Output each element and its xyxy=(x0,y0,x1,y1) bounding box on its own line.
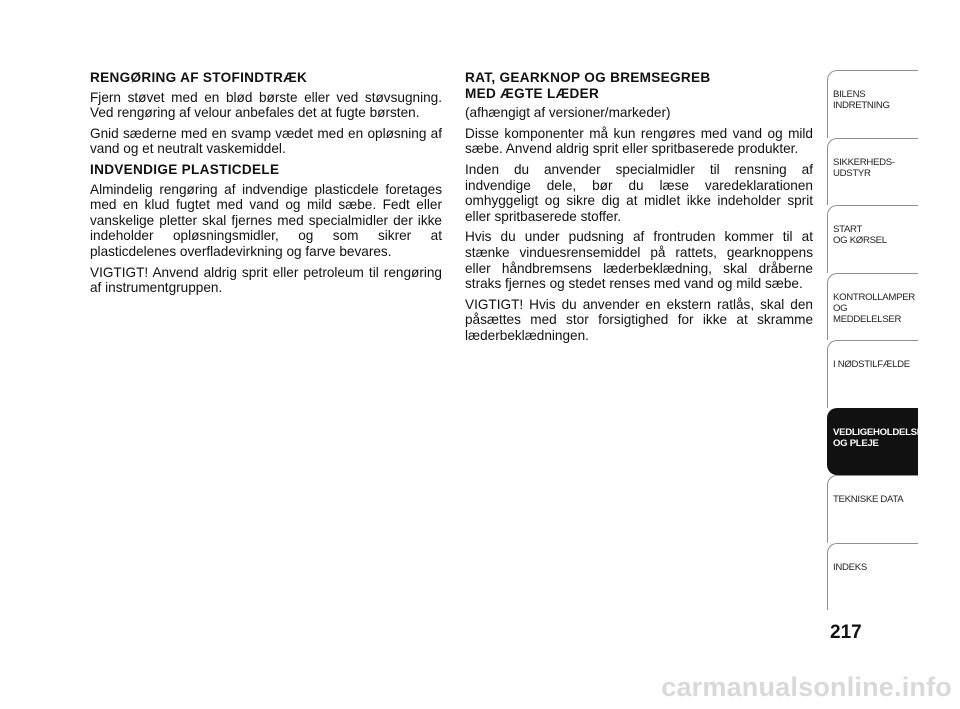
heading-line-1: RAT, GEARKNOP OG BREMSEGREB xyxy=(465,70,711,85)
paragraph: Inden du anvender specialmidler til rensning af indvendige dele, bør du læse varedeklarationen omhyggeligt og sikre dig at midlet ikke indeholder sprit eller spritbaserede stoffer. xyxy=(465,161,813,224)
tab-indeks[interactable]: INDEKS xyxy=(827,543,918,611)
watermark: carmanualsonline.info xyxy=(661,672,952,702)
paragraph: Fjern støvet med en blød børste eller ved støvsugning. Ved rengøring af velour anbefales det at fugte børsten. xyxy=(90,89,442,121)
right-column xyxy=(465,70,813,349)
version-note: (afhængigt af versioner/markeder) xyxy=(465,105,671,121)
paragraph: Hvis du under pudsning af frontruden kommer til at stænke vinduesrensemiddel på rattets, gearknoppens eller håndbremsens læderbeklædning, skal dråberne straks fjernes og stedet renses med vand og mild sæbe. xyxy=(465,229,813,292)
tab-tekniske-data[interactable]: TEKNISKE DATA xyxy=(827,475,918,543)
paragraph: Gnid sæderne med en svamp vædet med en opløsning af vand og et neutralt vaskemiddel. xyxy=(90,125,442,157)
tab-kontrollamper[interactable]: KONTROLLAMPER OG MEDDELELSER xyxy=(827,273,918,341)
chapter-index-tabs xyxy=(827,70,923,610)
heading-line-2: MED ÆGTE LÆDER xyxy=(465,85,600,101)
tab-sikkerhedsudstyr[interactable]: SIKKERHEDS- UDSTYR xyxy=(827,138,918,206)
left-column xyxy=(90,70,442,301)
paragraph: Almindelig rengøring af indvendige plasticdele foretages med en klud fugtet med vand og mild sæbe. Fedt eller vanskelige pletter skal fjernes med specialmidler der ikke indeholder opløsningsmidler, og som sikrer at plasticdelenes overfladevirkning og farve bevares. xyxy=(90,181,442,259)
tab-bilens-indretning[interactable]: BILENS INDRETNING xyxy=(827,70,918,138)
paragraph: Disse komponenter må kun rengøres med vand og mild sæbe. Anvend aldrig sprit eller spritbaserede produkter. xyxy=(465,125,813,157)
tab-vedligeholdelse-active[interactable]: VEDLIGEHOLDELSE OG PLEJE xyxy=(827,408,918,476)
section-heading-leather xyxy=(465,70,813,101)
paragraph-warning: VIGTIGT! Hvis du anvender en ekstern ratlås, skal den påsættes med stor forsigtighed for ikke at skramme læderbeklædningen. xyxy=(465,296,813,343)
tab-start-og-koersel[interactable]: START OG KØRSEL xyxy=(827,205,918,273)
paragraph-warning: VIGTIGT! Anvend aldrig sprit eller petroleum til rengøring af instrumentgruppen. xyxy=(90,264,442,296)
page-number: 217 xyxy=(830,622,862,643)
section-heading-fabric-cleaning: RENGØRING AF STOFINDTRÆK xyxy=(90,70,308,85)
section-heading-plastic-parts: INDVENDIGE PLASTICDELE xyxy=(90,161,280,177)
tab-noedstilfaelde[interactable]: I NØDSTILFÆLDE xyxy=(827,340,918,408)
